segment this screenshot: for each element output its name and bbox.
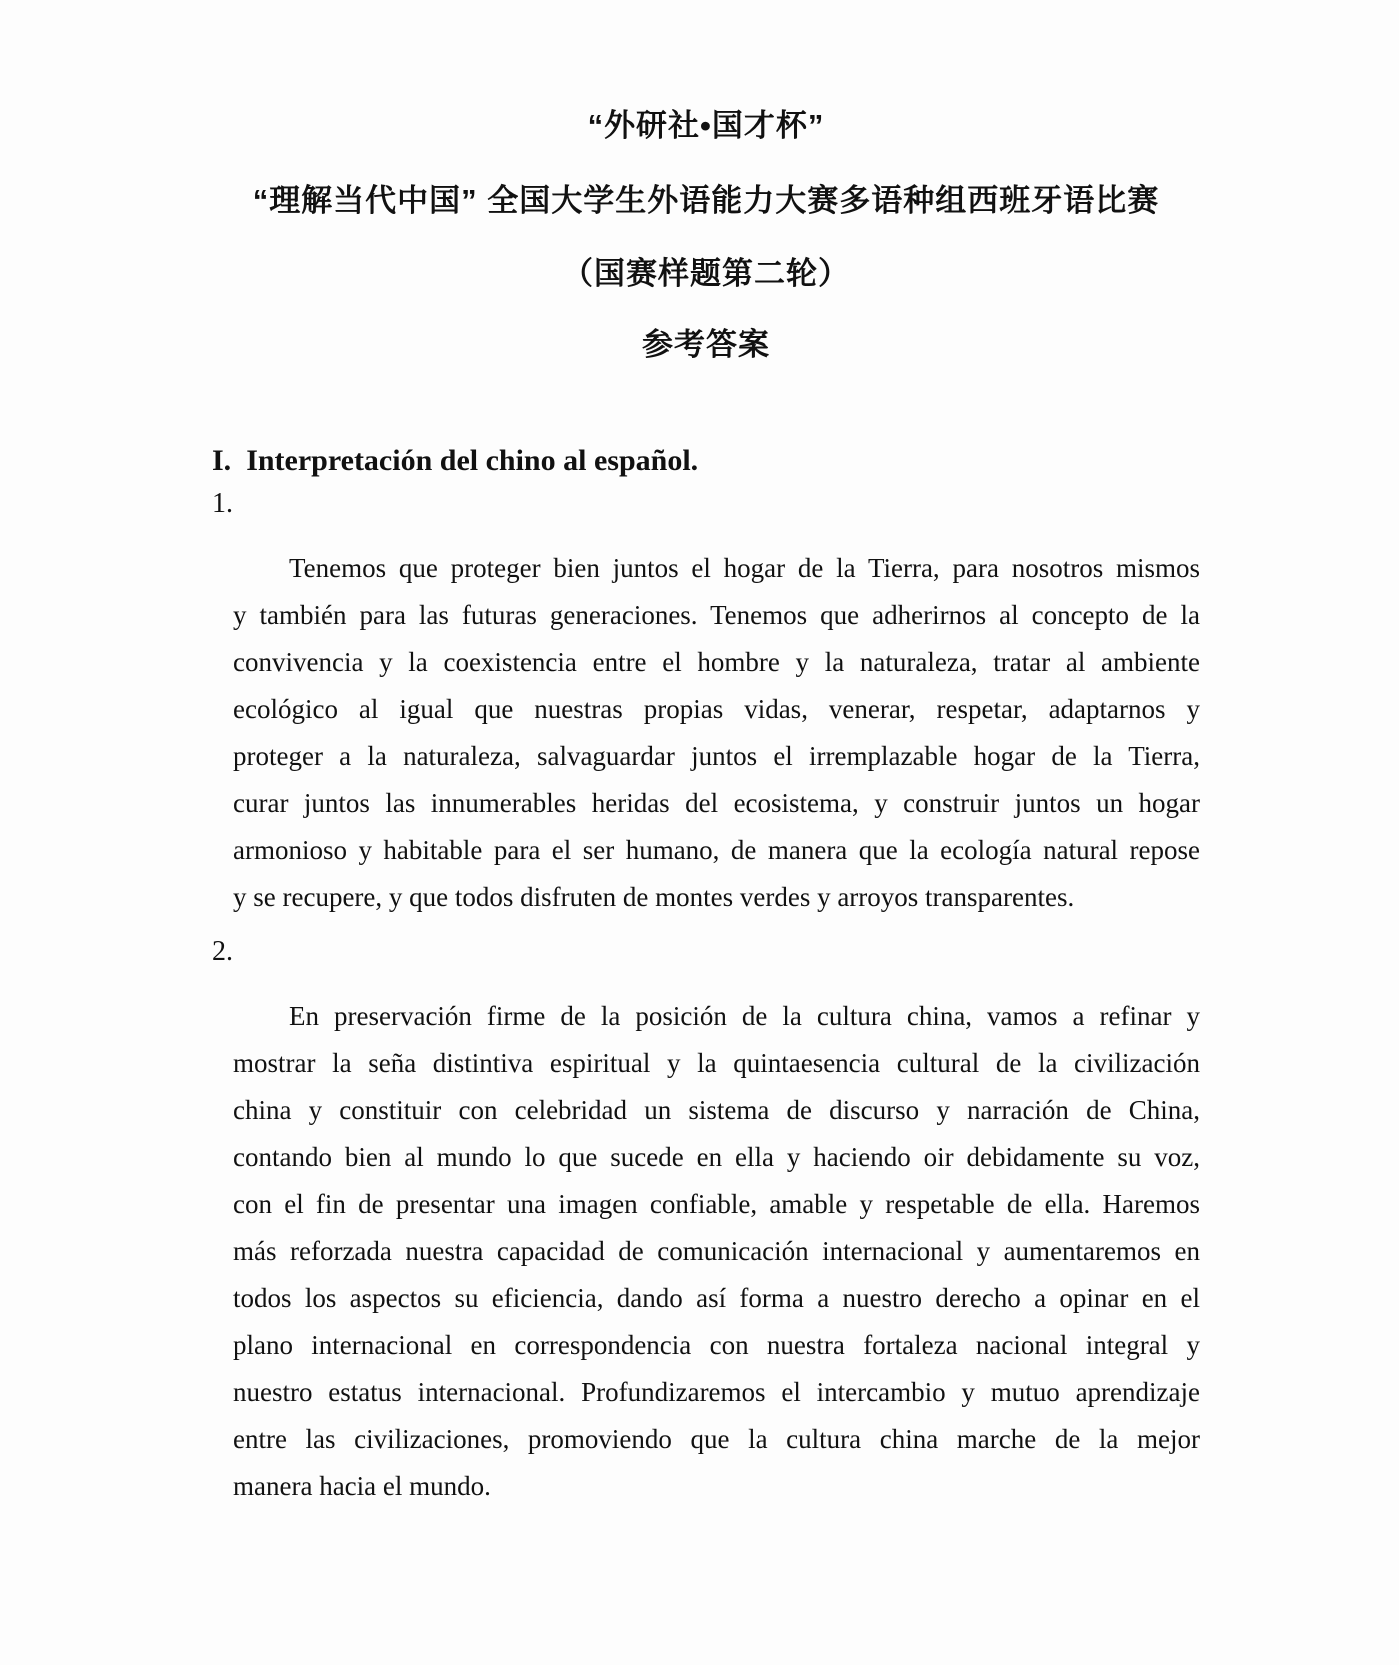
- document-title: “外研社•国才杯”: [587, 108, 825, 143]
- paragraph-line: armonioso y habitable para el ser humano, de manera que la ecología natural repose: [233, 835, 1200, 865]
- document-subtitle: “理解当代中国” 全国大学生外语能力大赛多语种组西班牙语比赛: [252, 183, 1160, 218]
- paragraph-line: todos los aspectos su eficiencia, dando así forma a nuestro derecho a opinar en el: [233, 1283, 1200, 1313]
- document-header: [212, 108, 1200, 363]
- answer-item-1: [212, 487, 1200, 921]
- answer-item-2: [212, 935, 1200, 1510]
- paragraph-line: Tenemos que proteger bien juntos el hogar de la Tierra, para nosotros mismos: [289, 553, 1200, 583]
- document-round-label: （国赛样题第二轮）: [562, 256, 850, 291]
- paragraph-line: contando bien al mundo lo que sucede en ella y haciendo oir debidamente su voz,: [233, 1142, 1200, 1172]
- paragraph-line: En preservación firme de la posición de la cultura china, vamos a refinar y: [289, 1001, 1200, 1031]
- paragraph-line: más reforzada nuestra capacidad de comunicación internacional y aumentaremos en: [233, 1236, 1200, 1266]
- paragraph-line: convivencia y la coexistencia entre el hombre y la naturaleza, tratar al ambiente: [233, 647, 1200, 677]
- paragraph-line: mostrar la seña distintiva espiritual y la quintaesencia cultural de la civilización: [233, 1048, 1200, 1078]
- paragraph-line: entre las civilizaciones, promoviendo que la cultura china marche de la mejor: [233, 1424, 1200, 1454]
- document-answer-key-label: 参考答案: [642, 327, 770, 362]
- item-number: 1.: [212, 488, 233, 519]
- answer-paragraph: [233, 993, 1200, 1510]
- paragraph-line: curar juntos las innumerables heridas del ecosistema, y construir juntos un hogar: [233, 788, 1200, 818]
- paragraph-line: con el fin de presentar una imagen confiable, amable y respetable de ella. Haremos: [233, 1189, 1200, 1219]
- document-body: [212, 443, 1200, 1510]
- paragraph-line: manera hacia el mundo.: [233, 1471, 491, 1501]
- paragraph-line: ecológico al igual que nuestras propias vidas, venerar, respetar, adaptarnos y: [233, 694, 1200, 724]
- paragraph-line: y se recupere, y que todos disfruten de montes verdes y arroyos transparentes.: [233, 882, 1075, 912]
- answer-paragraph: [233, 545, 1200, 921]
- paragraph-line: proteger a la naturaleza, salvaguardar juntos el irremplazable hogar de la Tierra,: [233, 741, 1200, 771]
- section-title: Interpretación del chino al español.: [246, 444, 699, 477]
- paragraph-line: nuestro estatus internacional. Profundizaremos el intercambio y mutuo aprendizaje: [233, 1377, 1200, 1407]
- section-number: I.: [212, 444, 232, 477]
- paragraph-line: china y constituir con celebridad un sistema de discurso y narración de China,: [233, 1095, 1200, 1125]
- paragraph-line: y también para las futuras generaciones. Tenemos que adherirnos al concepto de la: [233, 600, 1200, 630]
- paragraph-line: plano internacional en correspondencia con nuestra fortaleza nacional integral y: [233, 1330, 1200, 1360]
- section-heading: [212, 443, 1200, 479]
- item-number: 2.: [212, 936, 233, 967]
